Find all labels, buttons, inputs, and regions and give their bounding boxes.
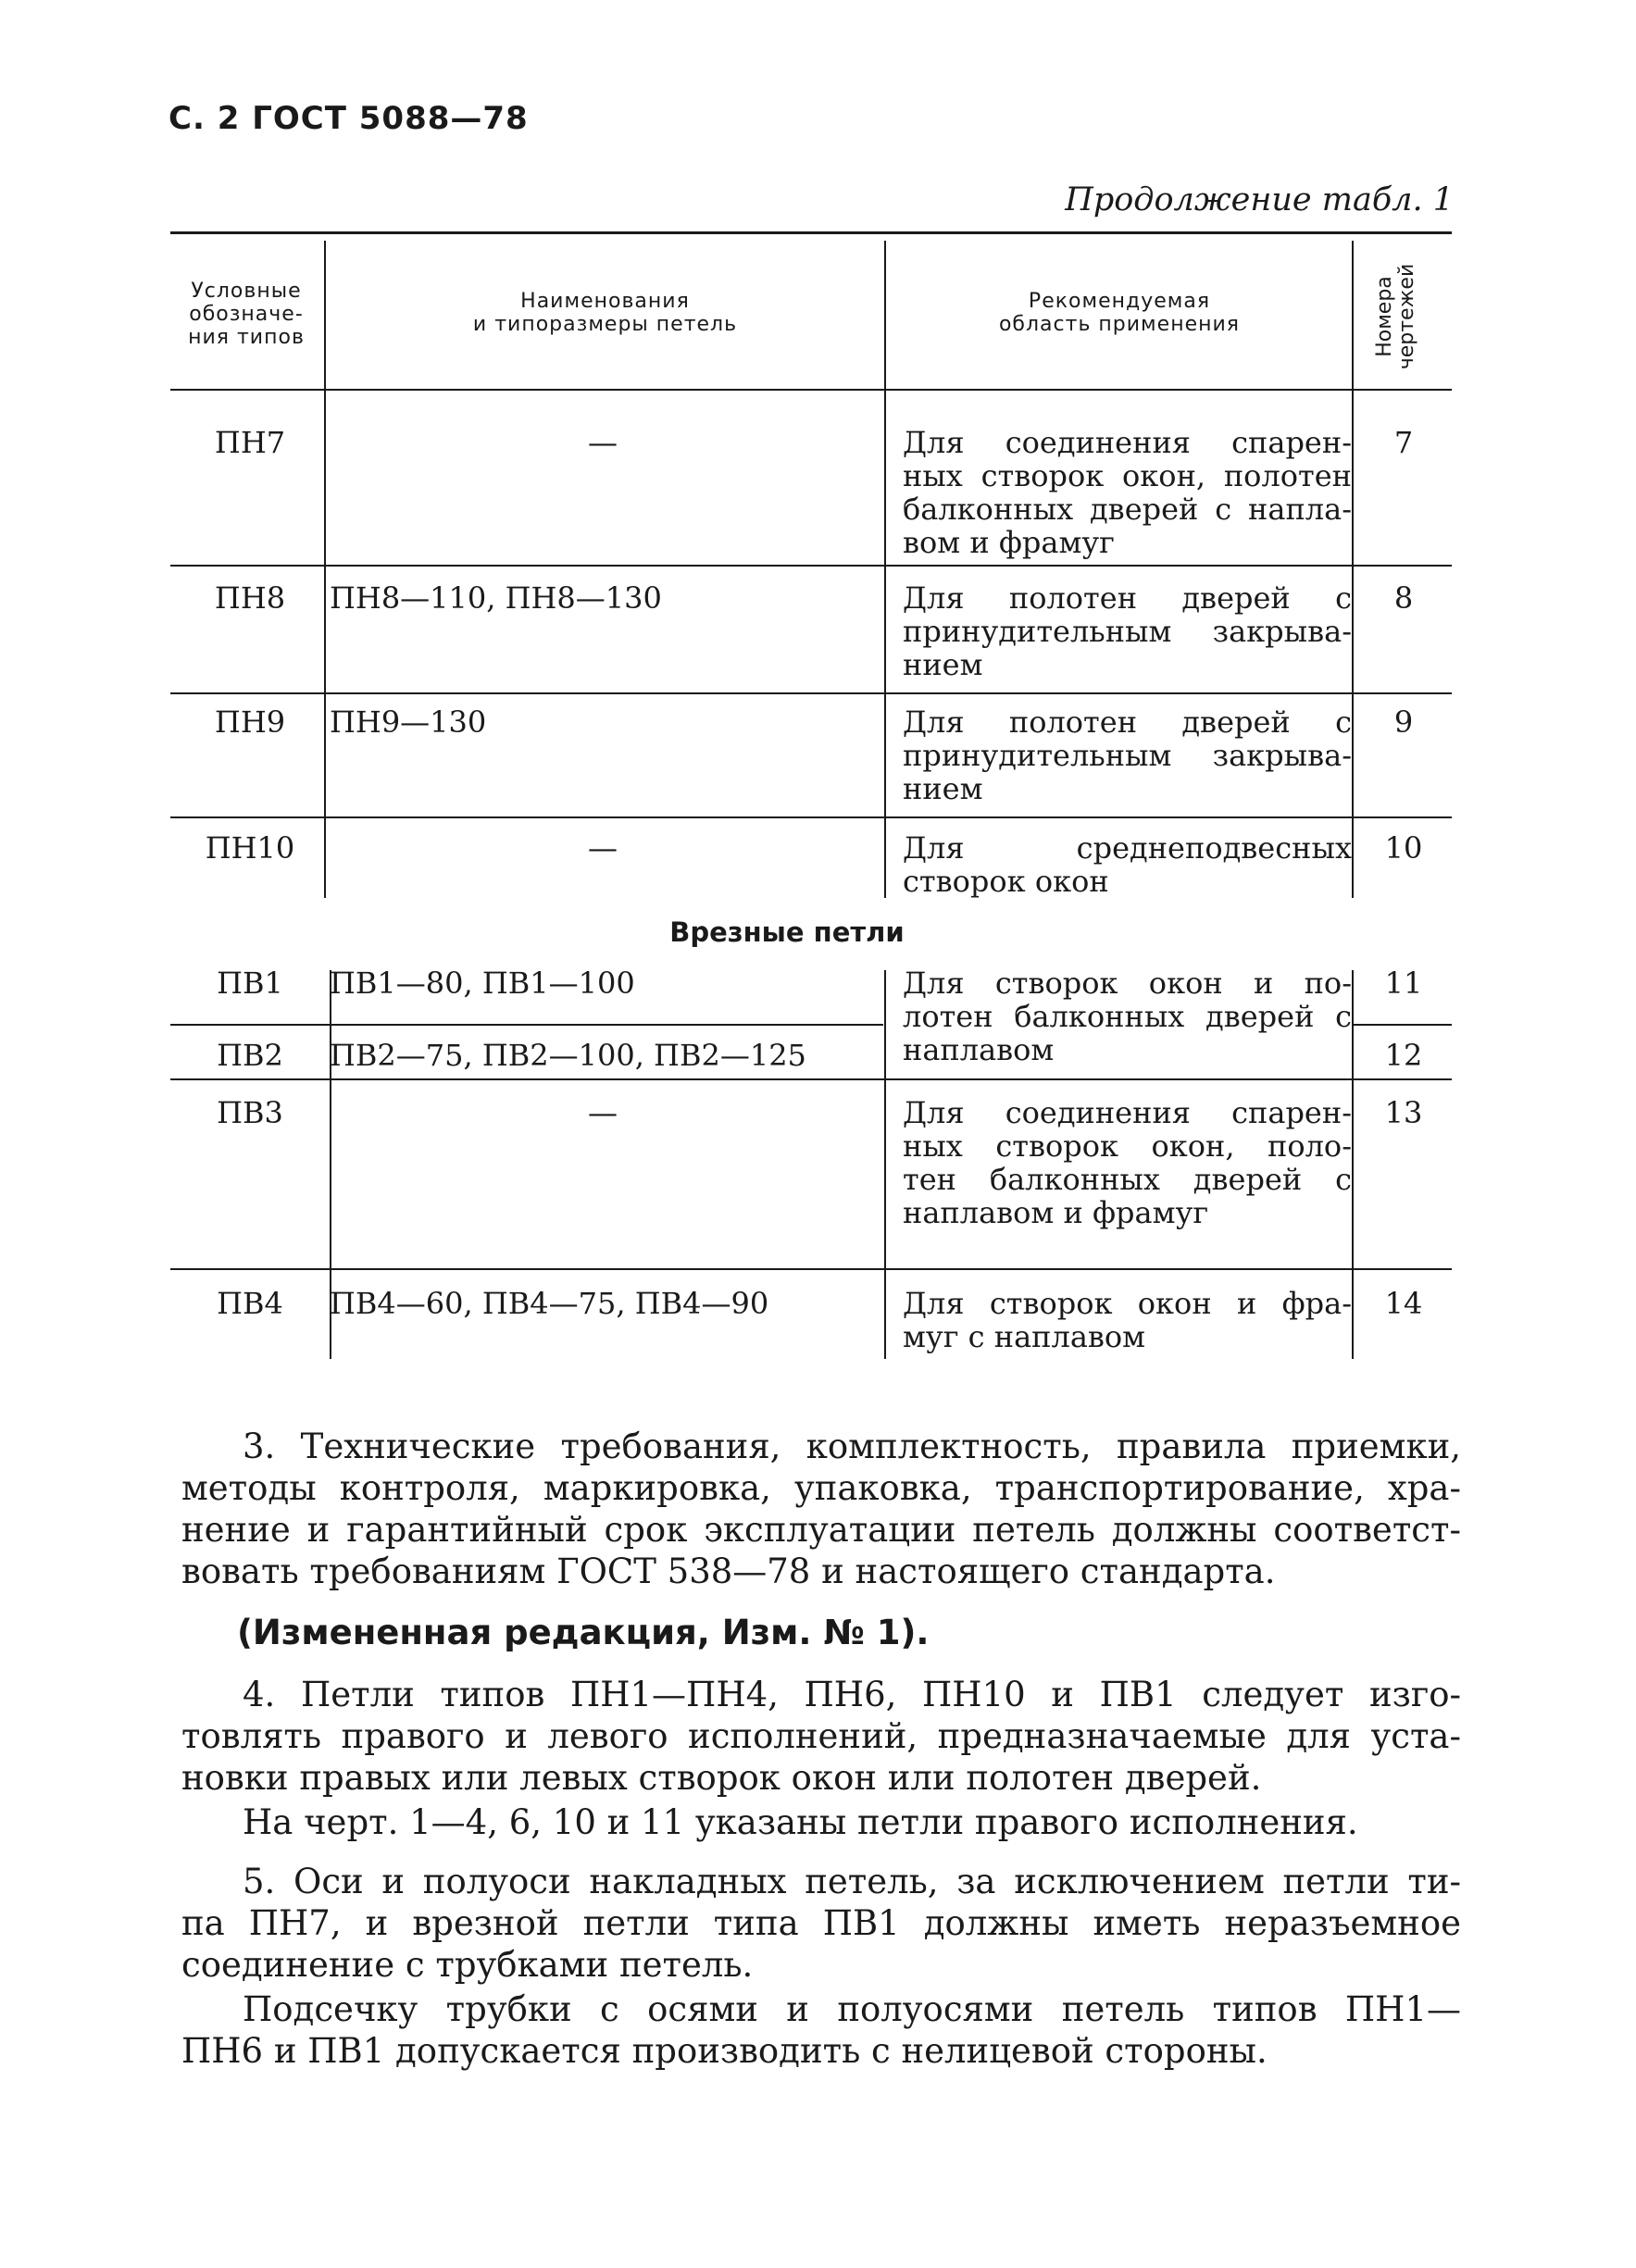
row-drawing: 10 [1384, 830, 1423, 866]
paragraph-5: 5. Оси и полуоси накладных петель, за исключением петли ти- па ПН7, и врезной петли типа ПВ1 должны иметь неразъемное соединение с трубками петель. [181, 1862, 1461, 1985]
row-code: ПН7 [214, 425, 286, 460]
table-continuation-label: Продолжение табл. 1 [1065, 181, 1454, 218]
row-rule [170, 1024, 883, 1026]
row-drawing: 9 [1393, 704, 1414, 740]
row-area: Для соединения спарен- ных створок окон, поло- тен балконных дверей с наплавом и фрамуг [903, 1095, 1352, 1230]
row-rule [170, 1078, 1452, 1080]
table-header-rule [170, 389, 1452, 391]
row-name: — [588, 1095, 618, 1130]
row-name: ПВ1—80, ПВ1—100 [330, 966, 635, 1001]
column-header-area: Рекомендуемая область применения [998, 290, 1241, 336]
row-name: — [588, 830, 618, 866]
row-rule [1352, 1024, 1452, 1026]
column-header-name: Наименования и типоразмеры петель [472, 290, 738, 336]
row-drawing: 12 [1384, 1038, 1423, 1073]
row-name: ПВ2—75, ПВ2—100, ПВ2—125 [330, 1038, 806, 1073]
row-area: Для полотен дверей с принудительным закрыва- нием [903, 580, 1352, 682]
table-top-rule [170, 231, 1452, 234]
row-rule [170, 565, 1452, 567]
column-divider [1352, 970, 1354, 1359]
row-code: ПВ3 [217, 1095, 283, 1130]
row-drawing: 11 [1384, 966, 1423, 1001]
paragraph-3: 3. Технические требования, комплектность, правила приемки, методы контроля, маркировка, упаковка, транспортирование, хра- нение и гарантийный срок эксплуатации петель должны соответст- вовать требованиям ГОСТ 538—78 и настоящего стандарта. [181, 1427, 1461, 1591]
column-header-drawings: Номера чертежей [1373, 263, 1418, 370]
column-header-code: Условные обозначе- ния типов [188, 280, 305, 349]
paragraph-6: Подсечку трубки с осями и полуосями петель типов ПН1— ПН6 и ПВ1 допускается производить с нелицевой стороны. [181, 1989, 1461, 2071]
paragraph-4: 4. Петли типов ПН1—ПН4, ПН6, ПН10 и ПВ1 следует изго- товлять правого и левого исполнений, предназначаемые для уста- новки правых или левых створок окон или полотен дверей. [181, 1675, 1461, 1798]
row-name: ПН9—130 [330, 704, 487, 740]
row-area: Для среднеподвесных створок окон [903, 830, 1352, 899]
row-code: ПН10 [205, 830, 295, 866]
row-drawing: 13 [1384, 1095, 1423, 1130]
paragraph-4b: На черт. 1—4, 6, 10 и 11 указаны петли правого исполнения. [243, 1802, 1358, 1842]
row-code: ПН8 [214, 580, 286, 616]
row-code: ПВ2 [217, 1038, 283, 1073]
row-drawing: 14 [1384, 1286, 1423, 1321]
row-name: — [588, 425, 618, 460]
row-area: Для соединения спарен- ных створок окон, полотен балконных дверей с напла- вом и фрамуг [903, 425, 1352, 560]
column-divider [884, 241, 886, 898]
row-code: ПВ4 [217, 1286, 283, 1321]
row-name: ПВ4—60, ПВ4—75, ПВ4—90 [330, 1286, 769, 1321]
page-header: С. 2 ГОСТ 5088—78 [169, 100, 529, 137]
row-drawing: 8 [1393, 580, 1414, 616]
row-drawing: 7 [1393, 425, 1414, 460]
row-name: ПН8—110, ПН8—130 [330, 580, 662, 616]
row-area: Для створок окон и по- лотен балконных дверей с наплавом [903, 966, 1352, 1067]
row-code: ПВ1 [217, 966, 283, 1001]
row-code: ПН9 [214, 704, 286, 740]
row-rule [170, 692, 1452, 694]
column-divider [884, 970, 886, 1359]
amendment-note: (Измененная редакция, Изм. № 1). [237, 1613, 930, 1652]
row-area: Для створок окон и фра- муг с наплавом [903, 1286, 1352, 1354]
row-rule [170, 816, 1452, 818]
column-divider [324, 241, 326, 898]
row-area: Для полотен дверей с принудительным закрыва- нием [903, 704, 1352, 806]
row-rule [170, 1268, 1452, 1270]
section-title: Врезные петли [669, 916, 905, 948]
